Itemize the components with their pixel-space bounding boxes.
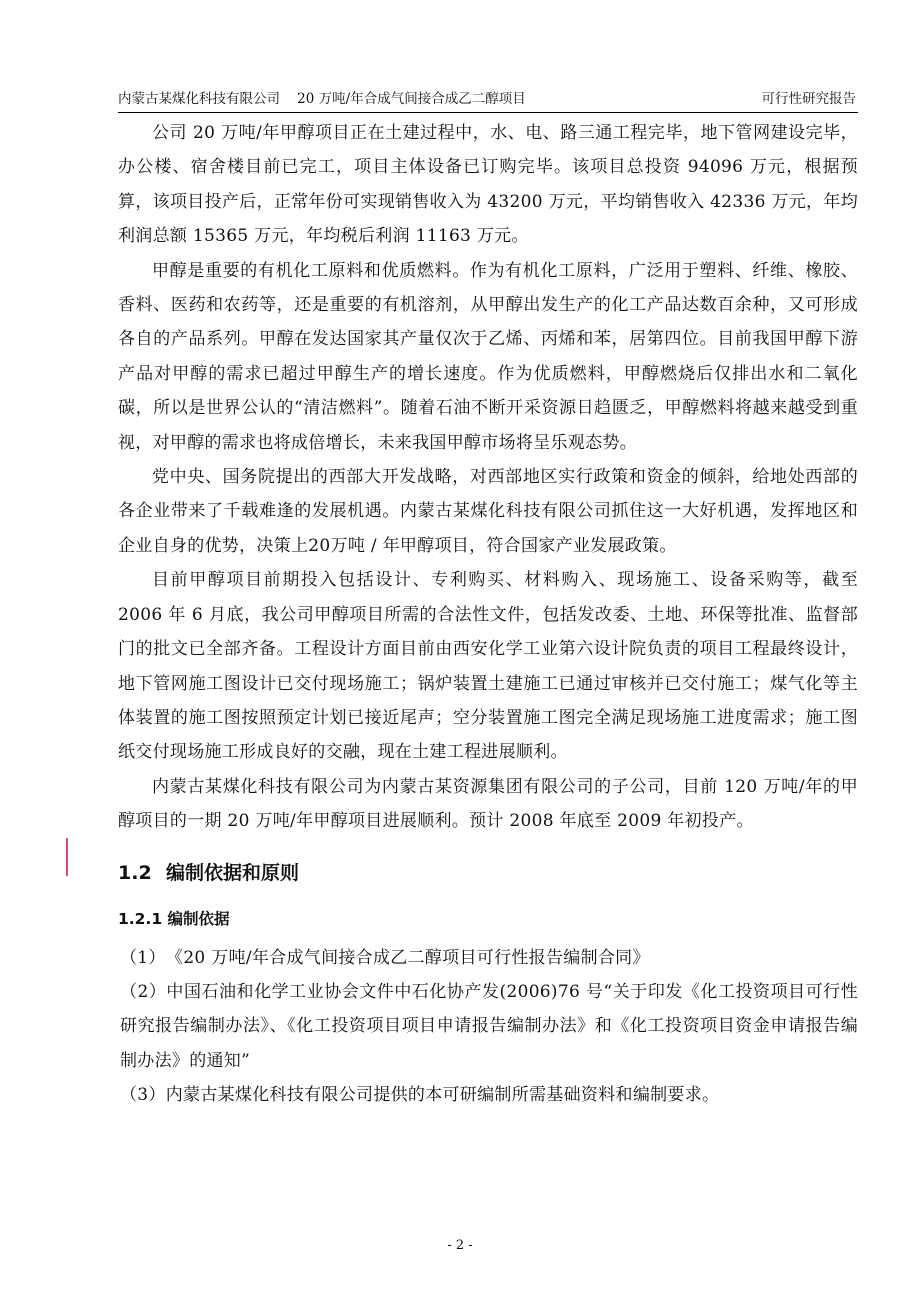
section-number: 1.2 — [118, 861, 152, 884]
header-project: 20 万吨/年合成气间接合成乙二醇项目 — [297, 91, 526, 107]
text-cursor-marker — [66, 838, 68, 876]
paragraph: 内蒙古某煤化科技有限公司为内蒙古某资源集团有限公司的子公司，目前 120 万吨/年的甲醇项目的一期 20 万吨/年甲醇项目进展顺利。预计 2008 年底至 2009 年初投产。 — [118, 776, 858, 832]
page-header — [118, 86, 858, 113]
section-heading — [118, 857, 858, 889]
header-company-project — [118, 86, 526, 112]
paragraph: 党中央、国务院提出的西部大开发战略，对西部地区实行政策和资金的倾斜，给地处西部的各企业带来了千载难逢的发展机遇。内蒙古某煤化科技有限公司抓住这一大好机遇，发挥地区和企业自身的优势，决策上20万吨 / 年甲醇项目，符合国家产业发展政策。 — [118, 467, 858, 556]
subsection-heading: 1.2.1 编制依据 — [118, 909, 230, 928]
header-company: 内蒙古某煤化科技有限公司 — [118, 91, 280, 107]
basis-item: （3）内蒙古某煤化科技有限公司提供的本可研编制所需基础资料和编制要求。 — [120, 1085, 720, 1106]
paragraph: 公司 20 万吨/年甲醇项目正在土建过程中，水、电、路三通工程完毕，地下管网建设完毕，办公楼、宿舍楼目前已完工，项目主体设备已订购完毕。该项目总投资 94096 万元，根据预算，该项目投产后，正常年份可实现销售收入为 43200 万元，平均销售收入 42336 万元，年均利润总额 15365 万元，年均税后利润 11163 万元。 — [118, 123, 858, 247]
basis-item: （2）中国石油和化学工业协会文件中石化协产发(2006)76 号“关于印发《化工投资项目可行性研究报告编制办法》、《化工投资项目项目申请报告编制办法》和《化工投资项目资金申请报告编制办法》的通知” — [120, 981, 858, 1071]
document-body — [118, 116, 858, 1113]
section-title: 编制依据和原则 — [166, 861, 300, 884]
paragraph: 目前甲醇项目前期投入包括设计、专利购买、材料购入、现场施工、设备采购等，截至 2006 年 6 月底，我公司甲醇项目所需的合法性文件，包括发改委、土地、环保等批准、监督部门的批文已全部齐备。工程设计方面目前由西安化学工业第六设计院负责的项目工程最终设计，地下管网施工图设计已交付现场施工；锅炉装置土建施工已通过审核并已交付施工；煤气化等主体装置的施工图按照预定计划已接近尾声；空分装置施工图完全满足现场施工进度需求；施工图纸交付现场施工形成良好的交融，现在土建工程进展顺利。 — [118, 570, 858, 763]
paragraph: 甲醇是重要的有机化工原料和优质燃料。作为有机化工原料，广泛用于塑料、纤维、橡胶、香料、医药和农药等，还是重要的有机溶剂，从甲醇出发生产的化工产品达数百余种，又可形成各自的产品系列。甲醇在发达国家其产量仅次于乙烯、丙烯和苯，居第四位。目前我国甲醇下游产品对甲醇的需求已超过甲醇生产的增长速度。作为优质燃料，甲醇燃烧后仅排出水和二氧化碳，所以是世界公认的“清洁燃料”。随着石油不断开采资源日趋匮乏，甲醇燃料将越来越受到重视，对甲醇的需求也将成倍增长，未来我国甲醇市场将呈乐观态势。 — [118, 260, 858, 453]
page-number: - 2 - — [447, 1238, 473, 1253]
basis-item: （1） 《20 万吨/年合成气间接合成乙二醇项目可行性报告编制合同》 — [120, 947, 650, 968]
header-doc-type: 可行性研究报告 — [761, 91, 856, 107]
